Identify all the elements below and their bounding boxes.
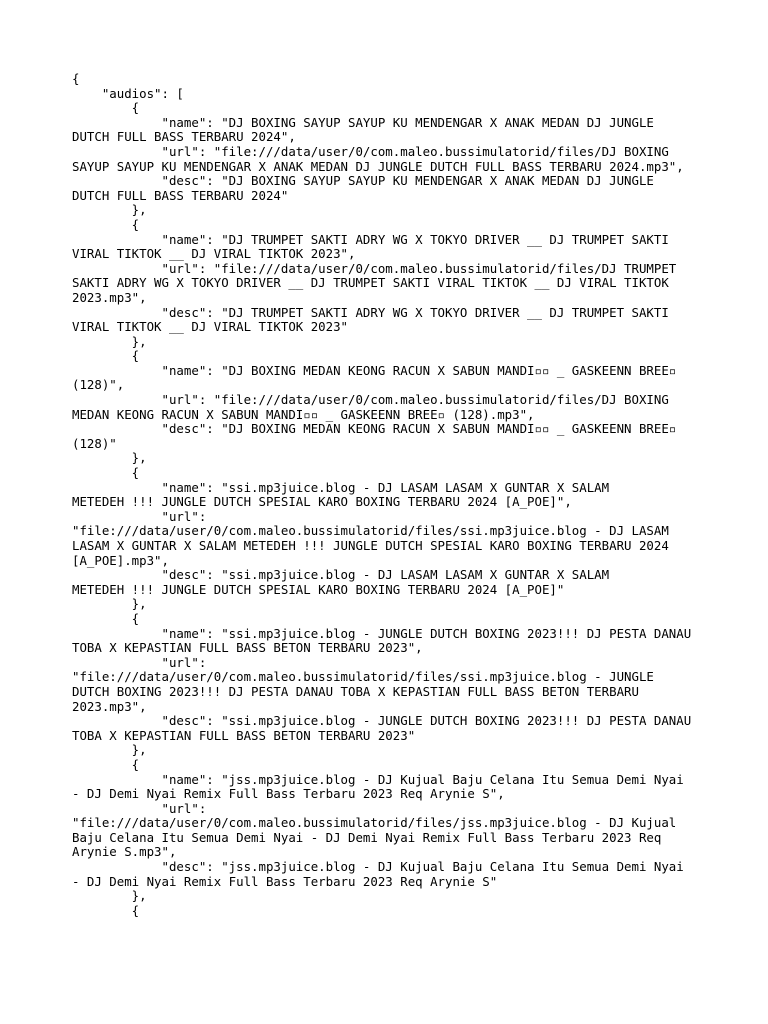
code-line: { <box>72 100 140 116</box>
code-line: "url": <box>72 654 207 670</box>
code-line: { <box>72 71 80 86</box>
code-line: METEDEH !!! JUNGLE DUTCH SPESIAL KARO BOXING TERBARU 2024 [A_POE]" <box>72 581 565 597</box>
code-line: "name": "DJ BOXING SAYUP SAYUP KU MENDENGAR X ANAK MEDAN DJ JUNGLE <box>72 114 654 130</box>
code-line: "url": "file:///data/user/0/com.maleo.bussimulatorid/files/DJ BOXING <box>72 392 669 408</box>
code-line: "desc": "ssi.mp3juice.blog - DJ LASAM LASAM X GUNTAR X SALAM <box>72 567 610 583</box>
code-line: METEDEH !!! JUNGLE DUTCH SPESIAL KARO BOXING TERBARU 2024 [A_POE]", <box>72 494 572 510</box>
code-line: "name": "DJ TRUMPET SAKTI ADRY WG X TOKYO DRIVER __ DJ TRUMPET SAKTI <box>72 231 669 247</box>
code-line: }, <box>72 888 147 904</box>
code-line: "desc": "ssi.mp3juice.blog - JUNGLE DUTCH BOXING 2023!!! DJ PESTA DANAU <box>72 713 692 729</box>
code-line: "name": "DJ BOXING MEDAN KEONG RACUN X SABUN MANDI▫▫ _ GASKEENN BREE▫ <box>72 362 677 378</box>
code-line: }, <box>72 450 147 466</box>
code-line: DUTCH BOXING 2023!!! DJ PESTA DANAU TOBA X KEPASTIAN FULL BASS BETON TERBARU <box>72 683 639 699</box>
code-line: (128)" <box>72 435 117 451</box>
code-line: SAYUP SAYUP KU MENDENGAR X ANAK MEDAN DJ JUNGLE DUTCH FULL BASS TERBARU 2024.mp3", <box>72 158 684 174</box>
code-line: "url": <box>72 800 207 816</box>
code-line: "audios": [ <box>72 85 184 101</box>
code-line: { <box>72 465 140 481</box>
code-line: "name": "ssi.mp3juice.blog - JUNGLE DUTCH BOXING 2023!!! DJ PESTA DANAU <box>72 625 692 641</box>
code-line: "desc": "DJ TRUMPET SAKTI ADRY WG X TOKYO DRIVER __ DJ TRUMPET SAKTI <box>72 304 669 320</box>
code-line: }, <box>72 202 147 218</box>
code-line: { <box>72 348 140 364</box>
code-line: TOBA X KEPASTIAN FULL BASS BETON TERBARU 2023" <box>72 727 416 743</box>
code-line: Arynie S.mp3", <box>72 844 177 860</box>
code-line: TOBA X KEPASTIAN FULL BASS BETON TERBARU 2023", <box>72 640 423 656</box>
json-code-block <box>72 72 712 918</box>
code-line: }, <box>72 742 147 758</box>
code-line: 2023.mp3", <box>72 289 147 305</box>
code-line: "url": <box>72 508 207 524</box>
code-line: 2023.mp3", <box>72 698 147 714</box>
code-line: DUTCH FULL BASS TERBARU 2024", <box>72 129 296 145</box>
code-line: { <box>72 756 140 772</box>
code-line: { <box>72 216 140 232</box>
code-line: "url": "file:///data/user/0/com.maleo.bussimulatorid/files/DJ TRUMPET <box>72 260 677 276</box>
code-line: DUTCH FULL BASS TERBARU 2024" <box>72 187 289 203</box>
code-line: [A_POE].mp3", <box>72 552 169 568</box>
code-line: "url": "file:///data/user/0/com.maleo.bussimulatorid/files/DJ BOXING <box>72 143 669 159</box>
code-line: }, <box>72 333 147 349</box>
code-line: (128)", <box>72 377 125 393</box>
code-line: "desc": "jss.mp3juice.blog - DJ Kujual Baju Celana Itu Semua Demi Nyai <box>72 859 684 875</box>
code-line: }, <box>72 596 147 612</box>
code-line: SAKTI ADRY WG X TOKYO DRIVER __ DJ TRUMPET SAKTI VIRAL TIKTOK __ DJ VIRAL TIKTOK <box>72 275 669 291</box>
code-line: "file:///data/user/0/com.maleo.bussimulatorid/files/jss.mp3juice.blog - DJ Kujual <box>72 815 677 831</box>
code-line: { <box>72 610 140 626</box>
code-line: { <box>72 902 140 918</box>
code-line: "name": "jss.mp3juice.blog - DJ Kujual Baju Celana Itu Semua Demi Nyai <box>72 771 684 787</box>
code-line: "file:///data/user/0/com.maleo.bussimulatorid/files/ssi.mp3juice.blog - DJ LASAM <box>72 523 669 539</box>
code-line: Baju Celana Itu Semua Demi Nyai - DJ Demi Nyai Remix Full Bass Terbaru 2023 Req <box>72 829 662 845</box>
code-line: - DJ Demi Nyai Remix Full Bass Terbaru 2023 Req Arynie S", <box>72 786 505 802</box>
code-line: - DJ Demi Nyai Remix Full Bass Terbaru 2023 Req Arynie S" <box>72 873 498 889</box>
code-line: VIRAL TIKTOK __ DJ VIRAL TIKTOK 2023", <box>72 246 356 262</box>
code-line: "name": "ssi.mp3juice.blog - DJ LASAM LASAM X GUNTAR X SALAM <box>72 479 610 495</box>
code-line: "file:///data/user/0/com.maleo.bussimulatorid/files/ssi.mp3juice.blog - JUNGLE <box>72 669 654 685</box>
code-line: VIRAL TIKTOK __ DJ VIRAL TIKTOK 2023" <box>72 319 349 335</box>
code-line: "desc": "DJ BOXING MEDAN KEONG RACUN X SABUN MANDI▫▫ _ GASKEENN BREE▫ <box>72 421 677 437</box>
code-line: "desc": "DJ BOXING SAYUP SAYUP KU MENDENGAR X ANAK MEDAN DJ JUNGLE <box>72 173 654 189</box>
code-line: MEDAN KEONG RACUN X SABUN MANDI▫▫ _ GASKEENN BREE▫ (128).mp3", <box>72 406 535 422</box>
code-line: LASAM X GUNTAR X SALAM METEDEH !!! JUNGLE DUTCH SPESIAL KARO BOXING TERBARU 2024 <box>72 538 669 553</box>
